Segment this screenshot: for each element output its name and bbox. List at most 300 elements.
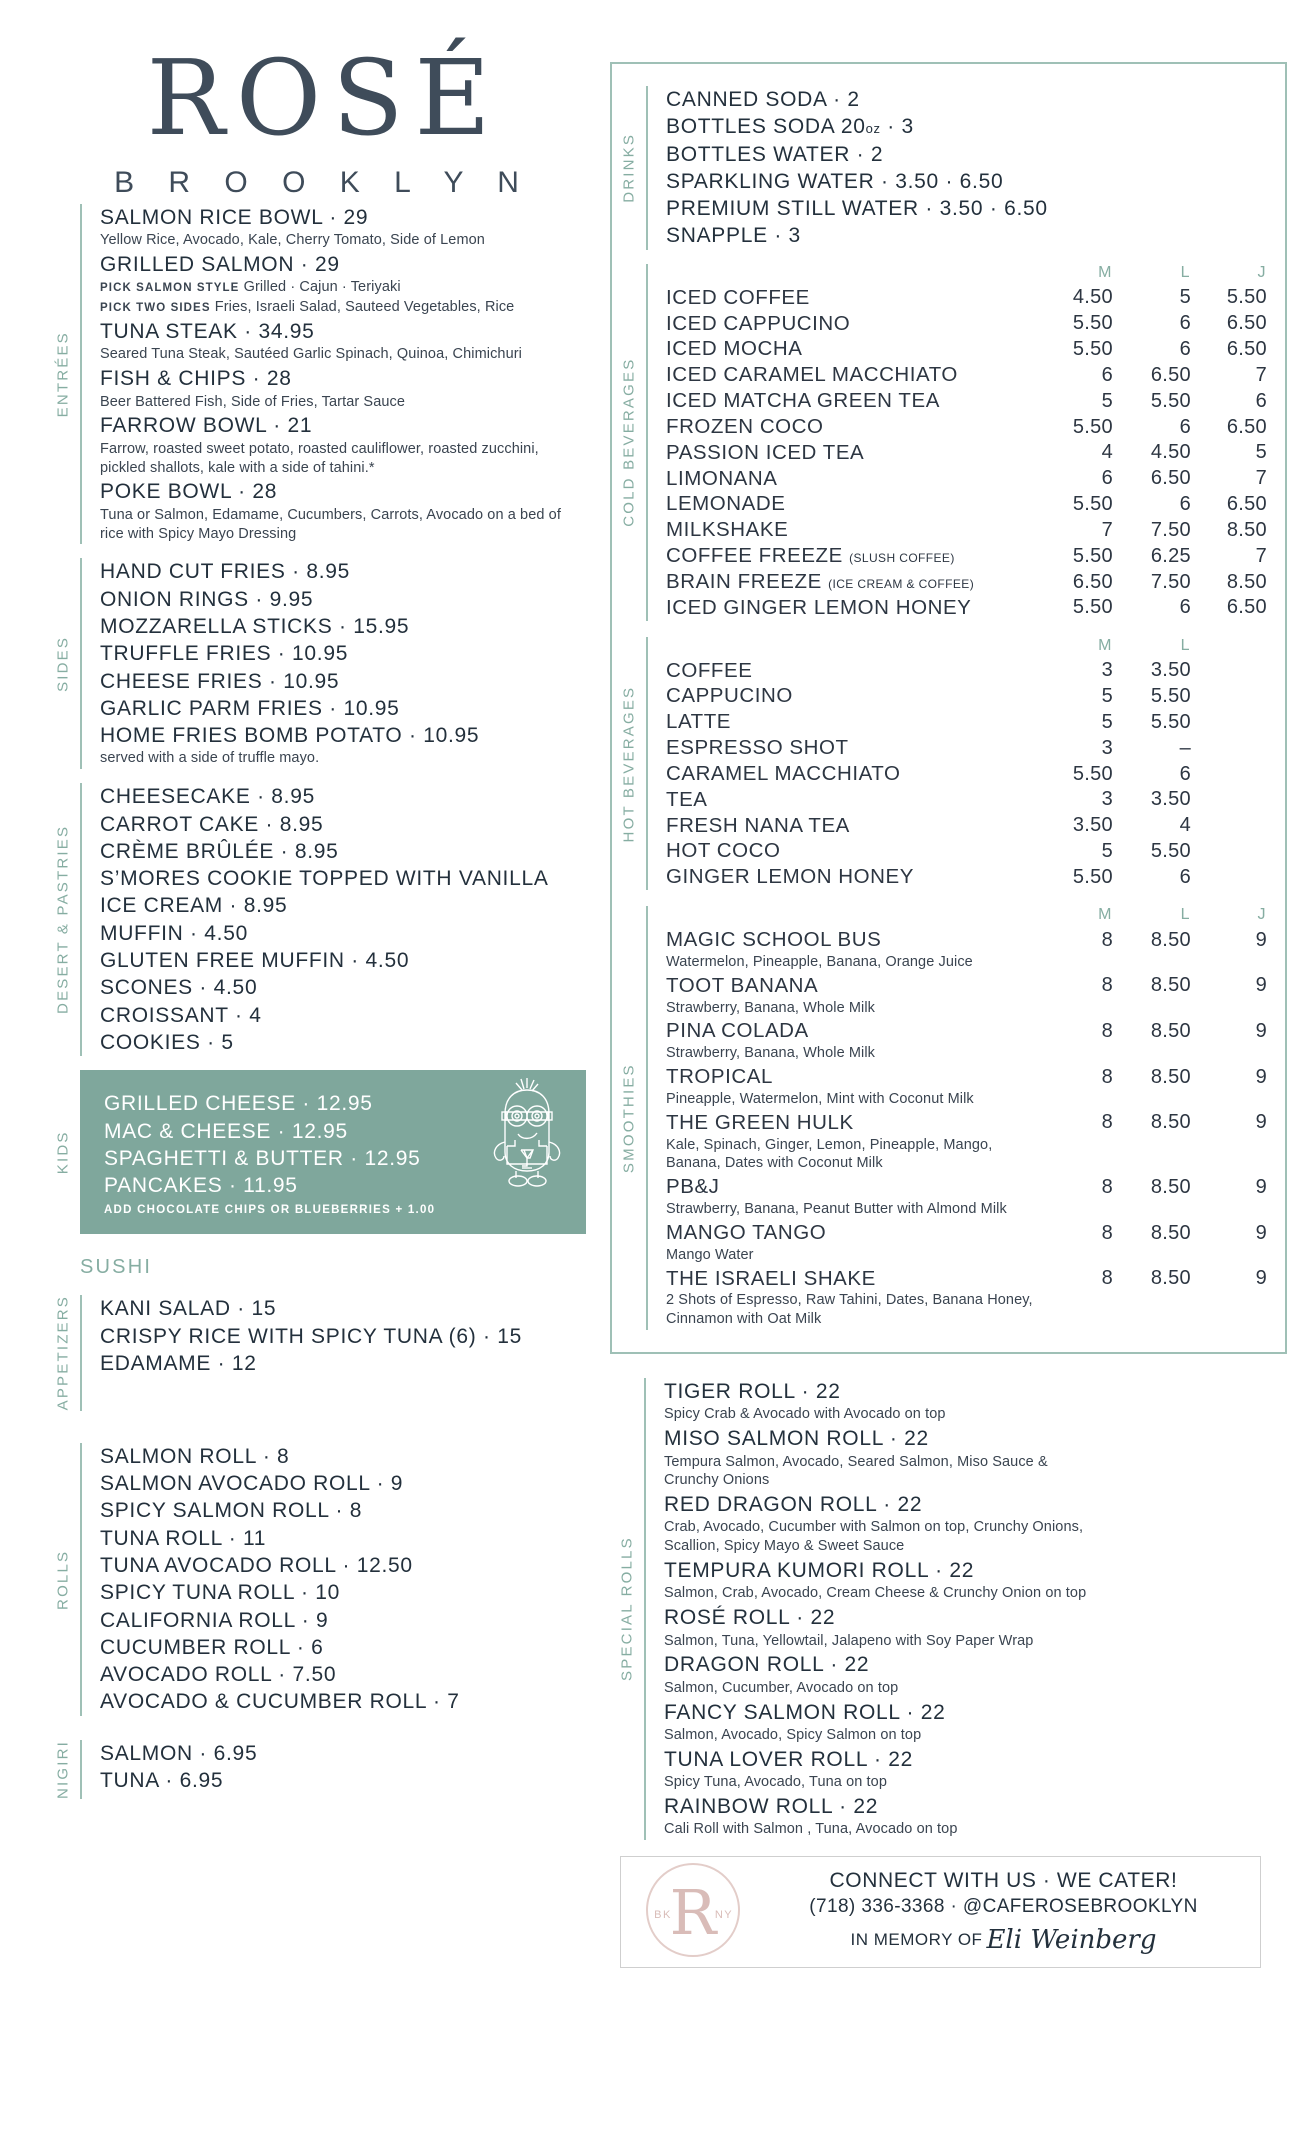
- menu-item[interactable]: PANCAKES · 11.95: [104, 1174, 298, 1198]
- price-j: 9: [1255, 1019, 1267, 1042]
- price-j: 5: [1255, 441, 1267, 464]
- table-row[interactable]: [666, 311, 1267, 337]
- size-header-l: L: [1180, 906, 1191, 923]
- price-j: 9: [1255, 928, 1267, 951]
- item-desc: served with a side of truffle mayo.: [100, 750, 320, 767]
- section-rule: [644, 1378, 646, 1840]
- table-row[interactable]: [666, 683, 1267, 709]
- price-m: 5: [1101, 839, 1113, 862]
- table-row[interactable]: [666, 595, 1267, 621]
- item-name: COFFEE: [666, 658, 753, 682]
- section-cold-beverages: [612, 264, 1267, 621]
- size-header-l: L: [1180, 636, 1191, 654]
- item-name: DRAGON ROLL · 22: [664, 1653, 870, 1677]
- menu-item[interactable]: GARLIC PARM FRIES · 10.95: [100, 696, 400, 720]
- rolls-items: [100, 1443, 586, 1716]
- item-desc: 2 Shots of Espresso, Raw Tahini, Dates, Banana Honey, Cinnamon with Oat Milk: [666, 1292, 1033, 1328]
- svg-text:R: R: [669, 1875, 717, 1949]
- item-name: ICED MOCHA: [666, 337, 803, 361]
- item-name: GRILLED SALMON · 29: [100, 253, 340, 277]
- price-m: 8: [1101, 1175, 1113, 1198]
- menu-item[interactable]: [664, 1425, 1287, 1490]
- price-m: 3: [1101, 736, 1113, 759]
- price-l: 6.50: [1150, 363, 1191, 386]
- table-row[interactable]: [666, 1064, 1267, 1090]
- item-desc: Tuna or Salmon, Edamame, Cucumbers, Carrots, Avocado on a bed of rice with Spicy Mayo Dressing: [100, 506, 561, 542]
- price-l: 5.50: [1150, 839, 1191, 862]
- section-label-sides: SIDES: [54, 635, 72, 692]
- price-j: 8.50: [1226, 570, 1267, 593]
- table-row[interactable]: [666, 658, 1267, 684]
- menu-item[interactable]: SPARKLING WATER · 3.50 · 6.50: [666, 169, 1004, 193]
- item-desc: Watermelon, Pineapple, Banana, Orange Juice: [666, 953, 973, 970]
- price-m: 5.50: [1072, 338, 1113, 361]
- item-name: CARAMEL MACCHIATO: [666, 761, 901, 785]
- section-rule: [80, 1295, 82, 1410]
- spacer: [46, 1730, 586, 1740]
- svg-text:NY: NY: [714, 1908, 734, 1921]
- table-row[interactable]: [666, 787, 1267, 813]
- section-label-kids: KIDS: [54, 1130, 72, 1175]
- item-name: RAINBOW ROLL · 22: [664, 1794, 879, 1818]
- price-l: 6: [1179, 762, 1191, 785]
- price-header-row: [666, 906, 1267, 927]
- size-header-j: J: [1257, 263, 1267, 281]
- table-row[interactable]: [666, 927, 1267, 953]
- table-row[interactable]: [666, 517, 1267, 543]
- price-l: 6: [1179, 338, 1191, 361]
- item-name: TEMPURA KUMORI ROLL · 22: [664, 1559, 975, 1583]
- table-row[interactable]: [666, 838, 1267, 864]
- section-drinks: [612, 86, 1267, 250]
- price-m: 5: [1101, 710, 1113, 733]
- menu-item[interactable]: [100, 365, 586, 411]
- price-l: 6: [1179, 415, 1191, 438]
- section-smoothies: [612, 906, 1267, 1330]
- item-desc: Strawberry, Banana, Whole Milk: [666, 1045, 876, 1062]
- price-j: 8.50: [1226, 518, 1267, 541]
- menu-item[interactable]: [664, 1491, 1287, 1556]
- section-label-rolls: ROLLS: [54, 1549, 72, 1610]
- menu-item[interactable]: EDAMAME · 12: [100, 1352, 257, 1376]
- minion-character-illustration: [488, 1076, 566, 1193]
- price-j: 9: [1255, 1065, 1267, 1088]
- price-l: 6.50: [1150, 467, 1191, 490]
- price-l: 8.50: [1150, 1221, 1191, 1244]
- table-row[interactable]: [666, 813, 1267, 839]
- item-name: FROZEN COCO: [666, 414, 824, 438]
- smoothies-table: [666, 906, 1267, 1330]
- price-l: 5: [1179, 286, 1191, 309]
- item-name: FRESH NANA TEA: [666, 813, 850, 837]
- price-l: 8.50: [1150, 1019, 1191, 1042]
- price-l: 6: [1179, 865, 1191, 888]
- price-m: 3: [1101, 788, 1113, 811]
- item-desc: Kale, Spinach, Ginger, Lemon, Pineapple, Mango, Banana, Dates with Coconut Milk: [666, 1136, 993, 1172]
- menu-item[interactable]: COOKIES · 5: [100, 1030, 234, 1054]
- menu-item[interactable]: TUNA ROLL · 11: [100, 1526, 267, 1550]
- table-row[interactable]: [666, 414, 1267, 440]
- section-special-rolls: [610, 1378, 1287, 1840]
- price-j: 7: [1255, 363, 1267, 386]
- price-m: 5: [1101, 389, 1113, 412]
- item-name: BOTTLES SODA 20: [666, 115, 866, 139]
- sides-items: [100, 558, 586, 769]
- item-option-row: [100, 298, 586, 317]
- footer-memorial-line: [767, 1925, 1240, 1955]
- section-rule: [646, 637, 648, 890]
- spacer: [46, 1425, 586, 1443]
- item-desc: Salmon, Tuna, Yellowtail, Jalapeno with Soy Paper Wrap: [664, 1632, 1034, 1649]
- menu-item[interactable]: [664, 1746, 1287, 1792]
- section-label-special-rolls: SPECIAL ROLLS: [618, 1536, 636, 1682]
- section-label-drinks: DRINKS: [620, 132, 638, 203]
- menu-item[interactable]: SALMON ROLL · 8: [100, 1444, 290, 1468]
- menu-item[interactable]: TUNA AVOCADO ROLL · 12.50: [100, 1554, 413, 1577]
- price-m: 8: [1101, 974, 1113, 997]
- price-l: 8.50: [1150, 1175, 1191, 1198]
- price-m: 5.50: [1072, 596, 1113, 619]
- section-rule: [80, 1443, 82, 1716]
- price-j: 6.50: [1226, 415, 1267, 438]
- item-name: THE GREEN HULK: [666, 1110, 854, 1134]
- price-j: 9: [1255, 1267, 1267, 1290]
- item-desc: Strawberry, Banana, Peanut Butter with Almond Milk: [666, 1201, 1007, 1218]
- menu-item[interactable]: SPAGHETTI & BUTTER · 12.95: [104, 1146, 421, 1170]
- size-header-l: L: [1180, 263, 1191, 281]
- item-name: THE ISRAELI SHAKE: [666, 1266, 876, 1290]
- item-name: ESPRESSO SHOT: [666, 736, 849, 760]
- item-desc: Pineapple, Watermelon, Mint with Coconut Milk: [666, 1090, 974, 1107]
- table-row[interactable]: [666, 543, 1267, 569]
- table-row[interactable]: [666, 709, 1267, 735]
- price-j: 6: [1255, 389, 1267, 412]
- price-j: 7: [1255, 467, 1267, 490]
- menu-item[interactable]: [664, 1793, 1287, 1839]
- menu-item[interactable]: [100, 251, 586, 317]
- menu-item[interactable]: CRÈME BRÛLÉE · 8.95: [100, 839, 339, 863]
- kids-box: [80, 1070, 586, 1234]
- section-entrees: [46, 204, 586, 544]
- price-m: 5.50: [1072, 415, 1113, 438]
- table-row[interactable]: [666, 761, 1267, 787]
- table-row[interactable]: [666, 336, 1267, 362]
- price-m: 3.50: [1072, 814, 1113, 837]
- option-value: Grilled · Cajun · Teriyaki: [243, 279, 401, 296]
- item-desc: Cali Roll with Salmon , Tuna, Avocado on top: [664, 1821, 958, 1838]
- table-row[interactable]: [666, 1018, 1267, 1044]
- menu-item[interactable]: [664, 1557, 1287, 1603]
- price-l: 6: [1179, 493, 1191, 516]
- price-j: 9: [1255, 974, 1267, 997]
- price-m: 7: [1101, 518, 1113, 541]
- item-price: · 3: [880, 115, 914, 139]
- menu-item[interactable]: ICE CREAM · 8.95: [100, 894, 288, 918]
- menu-item[interactable]: [100, 204, 586, 250]
- table-row[interactable]: [666, 735, 1267, 761]
- item-name: TEA: [666, 787, 708, 811]
- menu-item[interactable]: SPICY SALMON ROLL · 8: [100, 1499, 363, 1523]
- section-desserts: [46, 783, 586, 1056]
- item-name: MISO SALMON ROLL · 22: [664, 1427, 929, 1451]
- menu-item[interactable]: [100, 412, 586, 477]
- item-desc: Salmon, Crab, Avocado, Cream Cheese & Crunchy Onion on top: [664, 1585, 1087, 1602]
- item-name: TROPICAL: [666, 1065, 773, 1089]
- item-desc: Farrow, roasted sweet potato, roasted cauliflower, roasted zucchini, pickled shallots, kale with a side of tahini.*: [100, 440, 539, 476]
- item-desc: Tempura Salmon, Avocado, Seared Salmon, Miso Sauce & Crunchy Onions: [664, 1453, 1048, 1489]
- price-l: 6.25: [1150, 544, 1191, 567]
- menu-item[interactable]: [664, 1699, 1287, 1745]
- menu-item[interactable]: TUNA · 6.95: [100, 1769, 224, 1793]
- menu-item[interactable]: TRUFFLE FRIES · 10.95: [100, 642, 349, 666]
- section-kids: [46, 1070, 586, 1234]
- price-l: 3.50: [1150, 788, 1191, 811]
- item-name: MANGO TANGO: [666, 1220, 827, 1244]
- menu-item[interactable]: GRILLED CHEESE · 12.95: [104, 1092, 373, 1116]
- section-label-entrees: ENTRÉES: [54, 331, 72, 418]
- menu-item[interactable]: CANNED SODA · 2: [666, 88, 860, 111]
- item-name: TIGER ROLL · 22: [664, 1380, 841, 1404]
- section-label-cold-beverages: COLD BEVERAGES: [620, 357, 638, 527]
- table-row[interactable]: [666, 466, 1267, 492]
- memorial-name: Eli Weinberg: [986, 1925, 1157, 1956]
- section-label-hot-beverages: HOT BEVERAGES: [620, 684, 638, 842]
- size-header-m: M: [1098, 636, 1113, 654]
- menu-item[interactable]: CRISPY RICE WITH SPICY TUNA (6) · 15: [100, 1324, 522, 1348]
- table-row[interactable]: [666, 973, 1267, 999]
- svg-text:BK: BK: [654, 1908, 672, 1921]
- menu-item[interactable]: MOZZARELLA STICKS · 15.95: [100, 614, 410, 638]
- menu-item[interactable]: SCONES · 4.50: [100, 976, 258, 1000]
- left-column: [0, 0, 600, 1968]
- item-name: GINGER LEMON HONEY: [666, 865, 914, 889]
- memorial-prefix: IN MEMORY OF: [850, 1930, 983, 1950]
- drinks-items: [666, 86, 1267, 250]
- table-row[interactable]: [666, 491, 1267, 517]
- price-j: 7: [1255, 544, 1267, 567]
- item-name: ROSÉ ROLL · 22: [664, 1606, 836, 1630]
- menu-item[interactable]: [100, 478, 586, 543]
- price-j: 6.50: [1226, 493, 1267, 516]
- item-name: HOT COCO: [666, 839, 781, 863]
- menu-item[interactable]: S’MORES COOKIE TOPPED WITH VANILLA: [100, 867, 549, 891]
- price-m: 6: [1101, 363, 1113, 386]
- table-row[interactable]: [666, 569, 1267, 595]
- menu-item[interactable]: HAND CUT FRIES · 8.95: [100, 560, 351, 584]
- item-name: LATTE: [666, 710, 732, 734]
- table-row[interactable]: [666, 1266, 1267, 1292]
- table-row[interactable]: [666, 1110, 1267, 1136]
- table-row[interactable]: [666, 1174, 1267, 1200]
- price-m: 8: [1101, 1111, 1113, 1134]
- menu-item[interactable]: AVOCADO & CUCUMBER ROLL · 7: [100, 1690, 460, 1714]
- section-label-nigiri: NIGIRI: [54, 1739, 72, 1799]
- section-sides: [46, 558, 586, 769]
- desserts-items: [100, 783, 586, 1056]
- price-l: 8.50: [1150, 1065, 1191, 1088]
- price-l: –: [1179, 736, 1191, 759]
- item-name: FISH & CHIPS · 28: [100, 367, 292, 391]
- price-m: 5.50: [1072, 544, 1113, 567]
- kids-addon-note: ADD CHOCOLATE CHIPS OR BLUEBERRIES + 1.00: [104, 1204, 436, 1217]
- menu-item[interactable]: SALMON AVOCADO ROLL · 9: [100, 1472, 404, 1496]
- menu-item[interactable]: ONION RINGS · 9.95: [100, 587, 314, 611]
- item-name: CAPPUCINO: [666, 684, 793, 708]
- price-j: 6.50: [1226, 312, 1267, 335]
- sushi-heading: SUSHI: [80, 1256, 153, 1279]
- hot-beverages-table: [666, 637, 1267, 890]
- brand-city: B R O O K L Y N: [114, 166, 532, 199]
- item-name: ICED GINGER LEMON HONEY: [666, 595, 972, 619]
- price-l: 4: [1179, 814, 1191, 837]
- menu-item[interactable]: MUFFIN · 4.50: [100, 921, 248, 945]
- section-nigiri: [46, 1740, 586, 1799]
- menu-item[interactable]: SNAPPLE · 3: [666, 224, 801, 248]
- menu-item[interactable]: AVOCADO ROLL · 7.50: [100, 1663, 337, 1687]
- menu-item[interactable]: [664, 1651, 1287, 1697]
- table-row[interactable]: [666, 388, 1267, 414]
- entrees-items: [100, 204, 586, 544]
- section-hot-beverages: [612, 637, 1267, 890]
- price-m: 8: [1101, 1065, 1113, 1088]
- item-option-row: [100, 278, 586, 297]
- menu-item[interactable]: GLUTEN FREE MUFFIN · 4.50: [100, 949, 410, 973]
- price-m: 6: [1101, 467, 1113, 490]
- item-name: FANCY SALMON ROLL · 22: [664, 1700, 946, 1724]
- price-m: 5.50: [1072, 865, 1113, 888]
- price-l: 7.50: [1150, 570, 1191, 593]
- price-l: 8.50: [1150, 928, 1191, 951]
- item-name: LIMONANA: [666, 466, 778, 490]
- table-row[interactable]: [666, 362, 1267, 388]
- unit-oz: oz: [865, 121, 881, 137]
- menu-item[interactable]: MAC & CHEESE · 12.95: [104, 1119, 348, 1143]
- item-name: FARROW BOWL · 21: [100, 414, 313, 438]
- menu-item[interactable]: [666, 113, 1267, 140]
- section-label-smoothies: SMOOTHIES: [620, 1063, 638, 1173]
- price-header-row: [666, 264, 1267, 285]
- item-desc: Spicy Tuna, Avocado, Tuna on top: [664, 1774, 888, 1791]
- section-rule: [646, 264, 648, 621]
- price-m: 5: [1101, 685, 1113, 708]
- option-label: PICK TWO SIDES: [100, 302, 211, 315]
- item-name: ICED MATCHA GREEN TEA: [666, 389, 940, 413]
- price-m: 4: [1101, 441, 1113, 464]
- menu-item[interactable]: SPICY TUNA ROLL · 10: [100, 1581, 341, 1605]
- menu-item[interactable]: BOTTLES WATER · 2: [666, 142, 884, 166]
- brand-name: ROSÉ: [146, 37, 502, 159]
- rose-circle-logo-icon: [641, 1858, 745, 1967]
- menu-item[interactable]: HOME FRIES BOMB POTATO · 10.95: [100, 724, 480, 748]
- price-l: 5.50: [1150, 389, 1191, 412]
- item-desc: Crab, Avocado, Cucumber with Salmon on top, Crunchy Onions, Scallion, Spicy Mayo & Sweet Sauce: [664, 1519, 1084, 1555]
- section-label-appetizers: APPETIZERS: [54, 1295, 72, 1411]
- option-value: Fries, Israeli Salad, Sauteed Vegetables, Rice: [214, 299, 515, 316]
- price-l: 7.50: [1150, 518, 1191, 541]
- menu-item[interactable]: CHEESECAKE · 8.95: [100, 785, 315, 809]
- table-row[interactable]: [666, 440, 1267, 466]
- item-desc: Salmon, Avocado, Spicy Salmon on top: [664, 1726, 922, 1743]
- price-l: 3.50: [1150, 659, 1191, 682]
- menu-item[interactable]: KANI SALAD · 15: [100, 1297, 277, 1321]
- option-label: PICK SALMON STYLE: [100, 282, 240, 295]
- item-name: PB&J: [666, 1175, 720, 1199]
- item-desc: Strawberry, Banana, Whole Milk: [666, 999, 876, 1016]
- price-j: 9: [1255, 1111, 1267, 1134]
- item-name: POKE BOWL · 28: [100, 480, 278, 504]
- table-row[interactable]: [666, 1220, 1267, 1246]
- section-rule: [80, 558, 82, 769]
- beverages-box: [610, 62, 1287, 1354]
- price-l: 8.50: [1150, 974, 1191, 997]
- special-rolls-items: [664, 1378, 1287, 1840]
- menu-item[interactable]: CALIFORNIA ROLL · 9: [100, 1608, 329, 1632]
- section-rule: [646, 906, 648, 1330]
- item-name: COFFEE FREEZE (SLUSH COFFEE): [666, 544, 955, 568]
- menu-item[interactable]: [100, 318, 586, 364]
- menu-item[interactable]: CHEESE FRIES · 10.95: [100, 669, 340, 693]
- menu-item[interactable]: CROISSANT · 4: [100, 1003, 262, 1027]
- footer-text: [767, 1869, 1240, 1955]
- table-row[interactable]: [666, 864, 1267, 890]
- price-m: 8: [1101, 1221, 1113, 1244]
- section-appetizers: [46, 1295, 586, 1410]
- price-l: 6: [1179, 312, 1191, 335]
- footer-contact-line[interactable]: (718) 336-3368 · @CAFEROSEBROOKLYN: [809, 1896, 1198, 1918]
- item-desc: Yellow Rice, Avocado, Kale, Cherry Tomato, Side of Lemon: [100, 232, 485, 249]
- item-name: LEMONADE: [666, 492, 786, 516]
- section-rolls: [46, 1443, 586, 1716]
- menu-item[interactable]: [664, 1378, 1287, 1424]
- menu-item[interactable]: PREMIUM STILL WATER · 3.50 · 6.50: [666, 197, 1048, 221]
- size-header-m: M: [1098, 263, 1113, 281]
- price-l: 4.50: [1150, 441, 1191, 464]
- brand-logo: [46, 0, 586, 204]
- table-row[interactable]: [666, 285, 1267, 311]
- item-name: MILKSHAKE: [666, 518, 789, 542]
- item-name: RED DRAGON ROLL · 22: [664, 1493, 923, 1517]
- item-name: BRAIN FREEZE (ICE CREAM & COFFEE): [666, 569, 975, 593]
- section-rule: [80, 783, 82, 1056]
- item-desc: Seared Tuna Steak, Sautéed Garlic Spinach, Quinoa, Chimichuri: [100, 346, 522, 363]
- item-name: TOOT BANANA: [666, 973, 819, 997]
- price-l: 8.50: [1150, 1267, 1191, 1290]
- item-name: TUNA STEAK · 34.95: [100, 320, 315, 344]
- item-name: MAGIC SCHOOL BUS: [666, 928, 882, 951]
- footer-connect-line: CONNECT WITH US · WE CATER!: [829, 1869, 1178, 1893]
- price-m: 5.50: [1072, 762, 1113, 785]
- price-m: 6.50: [1072, 570, 1113, 593]
- menu-item[interactable]: CUCUMBER ROLL · 6: [100, 1635, 324, 1659]
- item-desc: Mango Water: [666, 1246, 754, 1263]
- size-header-j: J: [1257, 906, 1267, 923]
- item-name: ICED CARAMEL MACCHIATO: [666, 363, 958, 387]
- item-name: SALMON RICE BOWL · 29: [100, 206, 369, 229]
- menu-item[interactable]: SALMON · 6.95: [100, 1741, 258, 1765]
- item-name: PINA COLADA: [666, 1019, 809, 1043]
- price-m: 5.50: [1072, 493, 1113, 516]
- menu-item[interactable]: [664, 1604, 1287, 1650]
- nigiri-items: [100, 1740, 586, 1799]
- menu-item[interactable]: CARROT CAKE · 8.95: [100, 812, 324, 836]
- size-header-m: M: [1098, 906, 1113, 923]
- item-note: (ICE CREAM & COFFEE): [828, 576, 975, 591]
- price-m: 8: [1101, 1019, 1113, 1042]
- item-desc: Beer Battered Fish, Side of Fries, Tartar Sauce: [100, 393, 406, 410]
- price-m: 4.50: [1072, 286, 1113, 309]
- item-name: ICED CAPPUCINO: [666, 311, 851, 335]
- cold-beverages-table: [666, 264, 1267, 621]
